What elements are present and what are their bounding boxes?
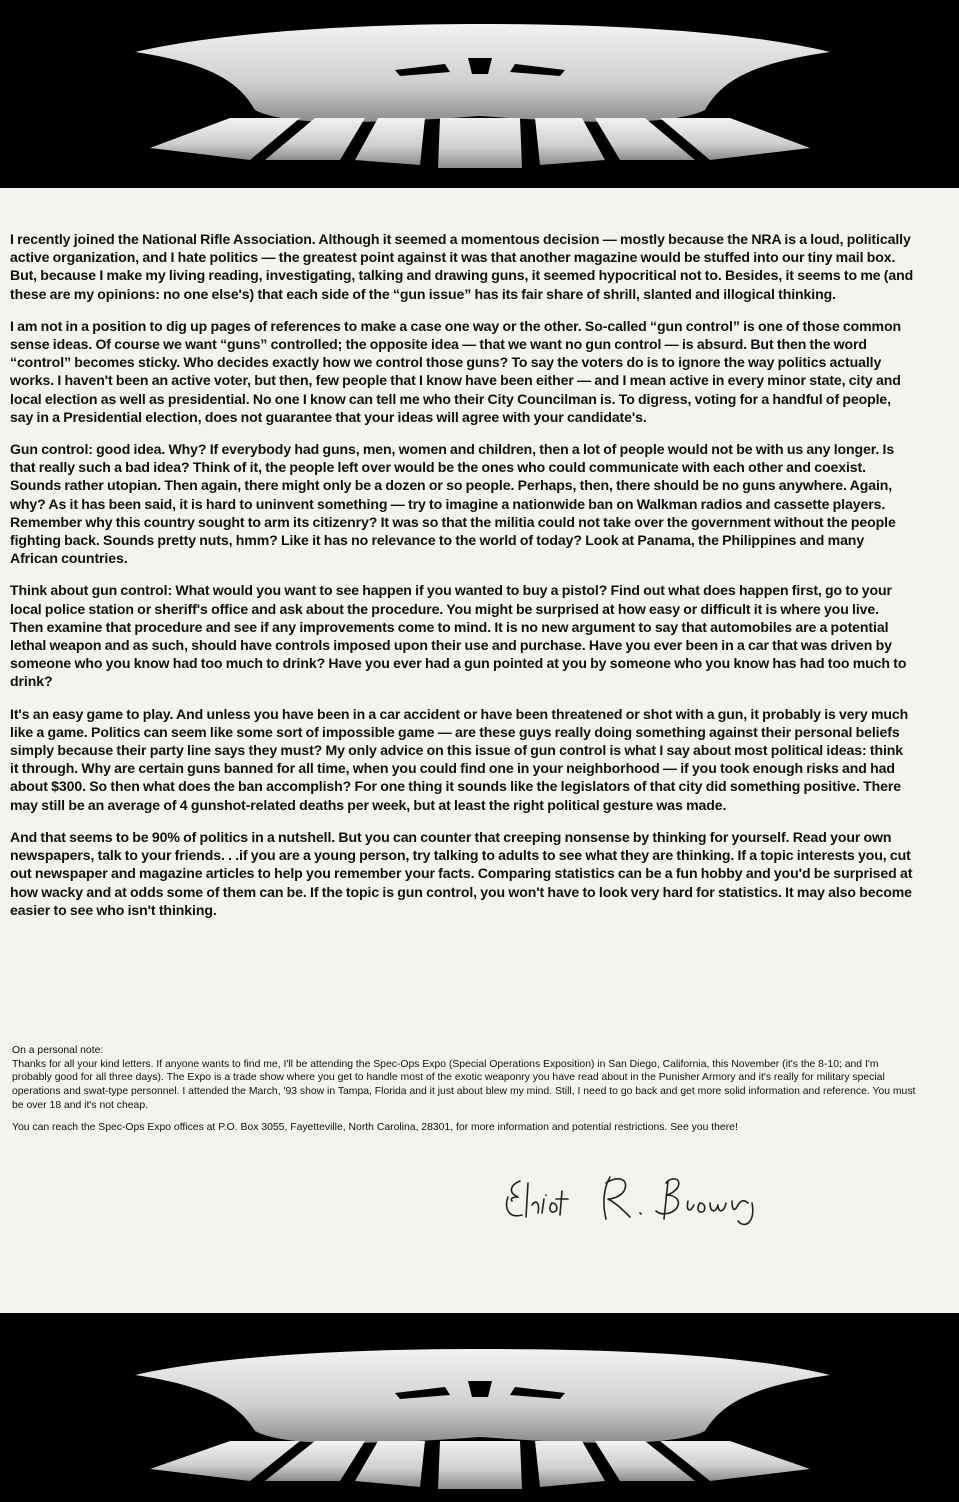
article-paragraph: I am not in a position to dig up pages of references to make a case one way or the other. So-called “gun control” is one of those common sense ideas. Of course we want “guns” controlled; the opposite idea — that we want no gun control — is absurd. But then the word “control” becomes sticky. Who decides exactly how we control those guns? To say the voters do is to ignore the way politics actually works. I haven't been an active voter, but then, few people that I know have been either — and I mean active in every minor state, city and local election as well as presidential. No one I know can tell me who their City Councilman is. To digress, voting for a handful of people, say in a Presidential election, does not guarantee that your ideas will agree with your candidate's. xyxy=(10,317,901,425)
article-paragraph: I recently joined the National Rifle Association. Although it seemed a momentous decision — mostly because the NRA is a loud, politically active organization, and I hate politics — the greatest point against it was that another magazine would be stuffed into our tiny mail box. But, because I make my living reading, investigating, talking and drawing guns, it seemed hypocritical not to. Besides, it seems to me (and these are my opinions: no one else's) that each side of the “gun issue” has its fair share of shrill, slanted and illogical thinking. xyxy=(10,231,914,302)
contact-info: You can reach the Spec-Ops Expo offices at P.O. Box 3055, Fayetteville, North Carolina, 28301, for more information and potential restrictions. See you there! xyxy=(12,1121,738,1133)
handwritten-signature xyxy=(500,1163,790,1233)
article-paragraph: It's an easy game to play. And unless you have been in a car accident or have been threatened or shot with a gun, it probably is very much like a game. Politics can seem like some sort of impossible game — are these guys really doing something against their personal beliefs simply because their party line says they must? My only advice on this issue of gun control is what I say about most political ideas: think it through. Why are certain guns banned for all time, when you could find one in your neighborhood — if you took enough risks and had about $300. So then what does the ban accomplish? For one thing it sounds like the legislators of that city did something positive. There may still be an average of 4 gunshot-related deaths per week, but at least the right political gesture was made. xyxy=(10,705,909,813)
personal-note xyxy=(12,1044,916,1142)
top-skull-banner xyxy=(0,0,959,188)
punisher-skull-teeth-icon xyxy=(0,0,959,188)
punisher-skull-teeth-icon xyxy=(0,1313,959,1502)
editorial-article xyxy=(10,230,914,933)
article-paragraph: Gun control: good idea. Why? If everybody had guns, men, women and children, then a lot of people would not be with us any longer. Is that really such a bad idea? Think of it, the people left over would be the ones who could communicate with each other and coexist. Sounds rather utopian. Then again, there might only be a dozen or so people. Perhaps, then, there should be no guns anywhere. Again, why? As it has been said, it is hard to uninvent something — try to imagine a nationwide ban on Walkman radios and cassette players. Remember why this country sought to arm its citizenry? It was so that the militia could not take over the government without the people fighting back. Sounds pretty nuts, hmm? Like it has no relevance to the world of today? Look at Panama, the Philippines and many African countries. xyxy=(10,441,896,567)
article-paragraph: And that seems to be 90% of politics in a nutshell. But you can counter that creeping nonsense by thinking for yourself. Read your own newspapers, talk to your friends. . .if you are a young person, try talking to adults to see what they are thinking. If a topic interests you, cut out newspaper and magazine articles to help you remember your facts. Comparing statistics can be a fun hobby and you'd be surprised at how wacky and at odds some of them can be. If the topic is gun control, you won't have to look very hard for statistics. It may also become easier to see who isn't thinking. xyxy=(10,828,913,918)
personal-note-label: On a personal note: xyxy=(12,1045,104,1056)
personal-note-text xyxy=(12,1044,916,1113)
personal-note-body: Thanks for all your kind letters. If anyone wants to find me, I'll be attending the Spec-Ops Expo (Special Operations Exposition) in San Diego, California, this November (it's the 8-10; and I'm probably good for all three days). The Expo is a trade show where you get to handle most of the exotic weaponry you have read about in the Punisher Armory and it's really for military special operations and swat-type personnel. I attended the March, '93 show in Tampa, Florida and it just about blew my mind. Still, I need to go back and get more solid information and reference. You must be over 18 and it's not cheap. xyxy=(12,1058,916,1111)
article-paragraph: Think about gun control: What would you want to see happen if you wanted to buy a pistol? Find out what does happen first, go to your local police station or sheriff's office and ask about the procedure. You might be surprised at how easy or difficult it is where you live. Then examine that procedure and see if any improvements come to mind. It is no new argument to say that automobiles are a potential lethal weapon and as such, should have controls imposed upon their use and purchase. Have you ever been in a car that was driven by someone who you know had too much to drink? Have you ever had a gun pointed at you by someone who you know has had too much to drink? xyxy=(10,582,907,690)
letter-page xyxy=(0,188,959,1313)
signature-icon xyxy=(500,1163,790,1233)
bottom-skull-banner xyxy=(0,1313,959,1502)
